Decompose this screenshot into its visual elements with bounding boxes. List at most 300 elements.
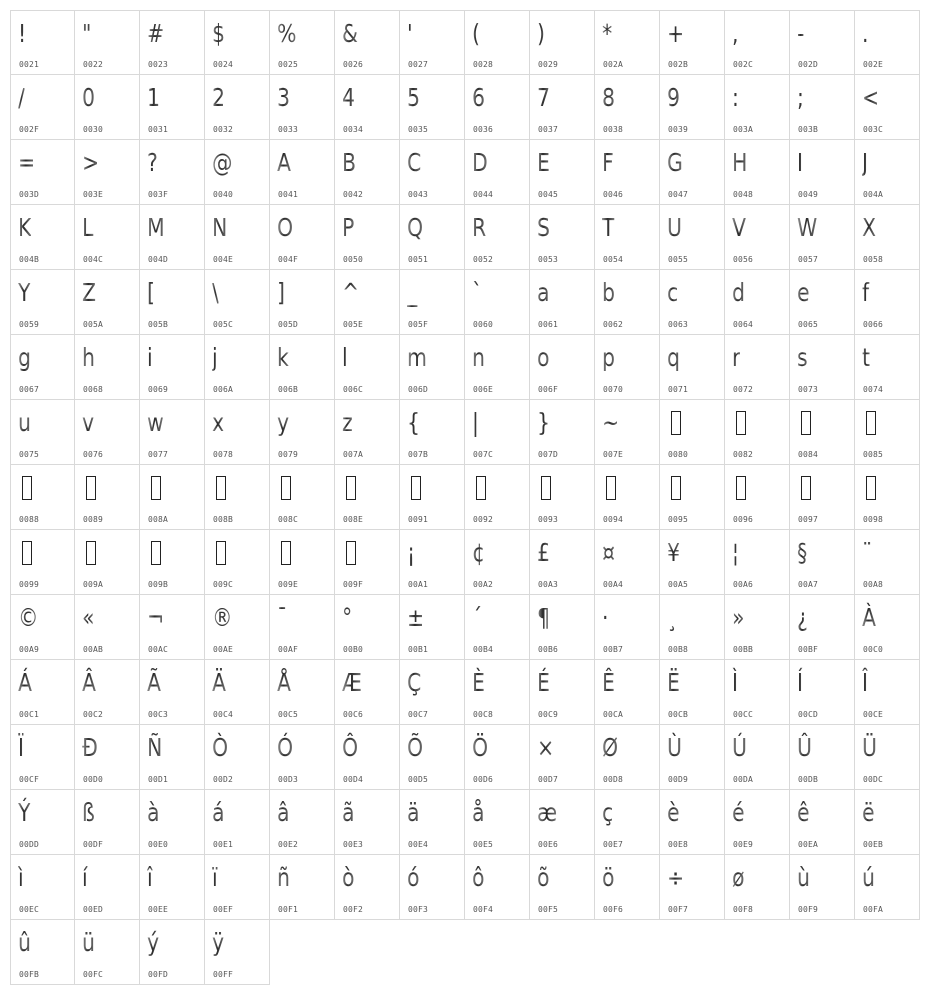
glyph-cell	[790, 270, 855, 335]
glyph-code-label: 0073	[798, 385, 819, 394]
glyph-code-label: 00ED	[83, 905, 104, 914]
glyph-char: è	[667, 796, 680, 830]
glyph-cell	[855, 335, 920, 400]
glyph-code-label: 009C	[213, 580, 234, 589]
glyph-code-label: 00F6	[603, 905, 624, 914]
glyph-code-label: 0050	[343, 255, 364, 264]
glyph-code-label: 0082	[733, 450, 754, 459]
glyph-cell	[335, 530, 400, 595]
glyph-code-label: 00F1	[278, 905, 299, 914]
glyph-char: |	[472, 406, 479, 440]
glyph-cell	[10, 10, 75, 75]
glyph-cell	[270, 530, 335, 595]
glyph-code-label: 00DC	[863, 775, 884, 784]
glyph-char: >	[82, 146, 99, 180]
glyph-cell	[270, 10, 335, 75]
glyph-code-label: 0043	[408, 190, 429, 199]
glyph-char: à	[147, 796, 160, 830]
glyph-char: 8	[602, 81, 615, 115]
glyph-code-label: 0098	[863, 515, 884, 524]
glyph-code-label: 00D1	[148, 775, 169, 784]
glyph-char: ¶	[537, 601, 550, 635]
glyph-cell	[725, 140, 790, 205]
glyph-char: Ç	[407, 666, 421, 700]
glyph-char: P	[342, 211, 354, 245]
glyph-cell	[335, 660, 400, 725]
glyph-cell	[595, 660, 660, 725]
missing-glyph-box	[281, 541, 291, 565]
glyph-cell	[790, 75, 855, 140]
glyph-code-label: 002D	[798, 60, 819, 69]
glyph-char: %	[277, 17, 296, 51]
glyph-char: ´	[472, 601, 482, 635]
glyph-code-label: 00A4	[603, 580, 624, 589]
glyph-char: 4	[342, 81, 355, 115]
glyph-char: w	[147, 406, 164, 440]
glyph-char: j	[212, 341, 218, 375]
glyph-cell	[725, 660, 790, 725]
glyph-cell	[465, 660, 530, 725]
glyph-code-label: 00EC	[19, 905, 40, 914]
glyph-char: @	[212, 146, 233, 180]
glyph-cell	[660, 790, 725, 855]
glyph-code-label: 00FD	[148, 970, 169, 979]
glyph-cell	[595, 205, 660, 270]
glyph-cell	[725, 270, 790, 335]
glyph-code-label: 002B	[668, 60, 689, 69]
glyph-char: t	[862, 341, 870, 375]
glyph-code-label: 004F	[278, 255, 299, 264]
glyph-cell	[400, 530, 465, 595]
glyph-char: Ã	[147, 666, 161, 700]
glyph-code-label: 00F3	[408, 905, 429, 914]
glyph-cell	[140, 855, 205, 920]
glyph-cell	[595, 140, 660, 205]
glyph-cell	[270, 205, 335, 270]
glyph-cell	[530, 660, 595, 725]
glyph-cell	[725, 595, 790, 660]
glyph-cell	[725, 75, 790, 140]
glyph-code-label: 0047	[668, 190, 689, 199]
glyph-char: ò	[342, 861, 355, 895]
glyph-cell	[10, 725, 75, 790]
glyph-cell	[855, 205, 920, 270]
glyph-char: E	[537, 146, 550, 180]
glyph-char: Ë	[667, 666, 680, 700]
missing-glyph-box	[346, 541, 356, 565]
glyph-code-label: 00E8	[668, 840, 689, 849]
glyph-code-label: 00E7	[603, 840, 624, 849]
glyph-code-label: 0038	[603, 125, 624, 134]
glyph-cell	[10, 400, 75, 465]
missing-glyph-box	[671, 411, 681, 435]
glyph-char: W	[797, 211, 817, 245]
glyph-char: ¥	[667, 536, 680, 570]
glyph-code-label: 0032	[213, 125, 234, 134]
glyph-cell	[660, 270, 725, 335]
glyph-code-label: 00D4	[343, 775, 364, 784]
glyph-code-label: 0034	[343, 125, 364, 134]
missing-glyph-box	[671, 476, 681, 500]
glyph-code-label: 0054	[603, 255, 624, 264]
glyph-cell	[400, 10, 465, 75]
glyph-cell	[75, 400, 140, 465]
glyph-char: M	[147, 211, 165, 245]
glyph-code-label: 0044	[473, 190, 494, 199]
glyph-cell	[530, 10, 595, 75]
missing-glyph-box	[476, 476, 486, 500]
glyph-cell	[205, 465, 270, 530]
glyph-code-label: 00E3	[343, 840, 364, 849]
glyph-cell	[855, 530, 920, 595]
glyph-char: )	[537, 17, 545, 51]
glyph-code-label: 00F9	[798, 905, 819, 914]
glyph-char: A	[277, 146, 291, 180]
glyph-cell	[595, 465, 660, 530]
glyph-code-label: 00FC	[83, 970, 104, 979]
glyph-cell	[75, 335, 140, 400]
glyph-code-label: 0061	[538, 320, 559, 329]
glyph-cell	[205, 270, 270, 335]
glyph-char: /	[18, 81, 25, 115]
glyph-cell	[465, 725, 530, 790]
glyph-code-label: 0037	[538, 125, 559, 134]
glyph-cell	[530, 725, 595, 790]
glyph-cell	[205, 790, 270, 855]
glyph-code-label: 0049	[798, 190, 819, 199]
glyph-char: Õ	[407, 731, 423, 765]
glyph-code-label: 0084	[798, 450, 819, 459]
glyph-char: ý	[147, 926, 159, 960]
glyph-cell	[725, 400, 790, 465]
glyph-cell	[10, 205, 75, 270]
glyph-cell	[75, 270, 140, 335]
glyph-char: Í	[797, 666, 803, 700]
glyph-char: C	[407, 146, 421, 180]
glyph-code-label: 0096	[733, 515, 754, 524]
glyph-cell	[10, 465, 75, 530]
glyph-char: á	[212, 796, 225, 830]
glyph-code-label: 00DB	[798, 775, 819, 784]
glyph-code-label: 00AB	[83, 645, 104, 654]
glyph-cell	[465, 270, 530, 335]
glyph-code-label: 0067	[19, 385, 40, 394]
glyph-cell	[75, 790, 140, 855]
glyph-code-label: 0031	[148, 125, 169, 134]
glyph-code-label: 008C	[278, 515, 299, 524]
glyph-code-label: 002A	[603, 60, 624, 69]
glyph-code-label: 0042	[343, 190, 364, 199]
glyph-cell	[595, 595, 660, 660]
glyph-cell	[140, 270, 205, 335]
glyph-cell	[595, 335, 660, 400]
glyph-cell	[400, 140, 465, 205]
glyph-code-label: 00CE	[863, 710, 884, 719]
glyph-code-label: 00FB	[19, 970, 40, 979]
glyph-char: í	[82, 861, 88, 895]
glyph-cell	[855, 465, 920, 530]
glyph-code-label: 0057	[798, 255, 819, 264]
glyph-char: S	[537, 211, 550, 245]
glyph-cell	[335, 335, 400, 400]
glyph-code-label: 00B6	[538, 645, 559, 654]
glyph-cell	[75, 725, 140, 790]
glyph-char: ë	[862, 796, 875, 830]
glyph-code-label: 00AC	[148, 645, 169, 654]
missing-glyph-box	[411, 476, 421, 500]
glyph-char: ÿ	[212, 926, 224, 960]
glyph-char: 1	[147, 81, 160, 115]
glyph-cell	[400, 660, 465, 725]
glyph-cell	[790, 855, 855, 920]
glyph-cell	[205, 140, 270, 205]
glyph-cell	[335, 400, 400, 465]
glyph-cell	[855, 660, 920, 725]
glyph-cell	[140, 140, 205, 205]
glyph-code-label: 00C3	[148, 710, 169, 719]
glyph-cell	[140, 10, 205, 75]
glyph-char: 2	[212, 81, 225, 115]
glyph-cell	[660, 335, 725, 400]
glyph-cell	[205, 530, 270, 595]
glyph-code-label: 00A8	[863, 580, 884, 589]
glyph-code-label: 0079	[278, 450, 299, 459]
glyph-char: ¿	[797, 601, 808, 635]
glyph-char: =	[18, 146, 35, 180]
glyph-char: À	[862, 601, 876, 635]
glyph-cell	[790, 725, 855, 790]
missing-glyph-box	[86, 541, 96, 565]
glyph-code-label: 0052	[473, 255, 494, 264]
glyph-char: $	[212, 17, 225, 51]
glyph-char: È	[472, 666, 485, 700]
glyph-code-label: 0097	[798, 515, 819, 524]
glyph-char: v	[82, 406, 94, 440]
glyph-char: Á	[18, 666, 32, 700]
glyph-char: [	[147, 276, 155, 310]
glyph-code-label: 00C7	[408, 710, 429, 719]
glyph-char: 9	[667, 81, 680, 115]
glyph-code-label: 008B	[213, 515, 234, 524]
glyph-char: ¯	[277, 601, 287, 635]
glyph-code-label: 0058	[863, 255, 884, 264]
glyph-code-label: 002E	[863, 60, 884, 69]
glyph-char: e	[797, 276, 810, 310]
glyph-char: Ä	[212, 666, 226, 700]
glyph-code-label: 0085	[863, 450, 884, 459]
glyph-code-label: 00A9	[19, 645, 40, 654]
glyph-code-label: 00A1	[408, 580, 429, 589]
glyph-cell	[465, 75, 530, 140]
glyph-code-label: 00EF	[213, 905, 234, 914]
glyph-char: Ú	[732, 731, 747, 765]
missing-glyph-box	[346, 476, 356, 500]
glyph-code-label: 00CB	[668, 710, 689, 719]
glyph-char: 7	[537, 81, 550, 115]
glyph-char: ú	[862, 861, 875, 895]
glyph-code-label: 00A2	[473, 580, 494, 589]
glyph-code-label: 0059	[19, 320, 40, 329]
glyph-code-label: 006D	[408, 385, 429, 394]
glyph-char: ñ	[277, 861, 290, 895]
glyph-code-label: 0048	[733, 190, 754, 199]
glyph-code-label: 0077	[148, 450, 169, 459]
glyph-code-label: 0035	[408, 125, 429, 134]
missing-glyph-box	[736, 476, 746, 500]
glyph-cell	[335, 790, 400, 855]
glyph-cell	[10, 855, 75, 920]
glyph-code-label: 003F	[148, 190, 169, 199]
glyph-code-label: 00E0	[148, 840, 169, 849]
glyph-code-label: 0030	[83, 125, 104, 134]
missing-glyph-box	[606, 476, 616, 500]
glyph-cell	[790, 205, 855, 270]
glyph-code-label: 007E	[603, 450, 624, 459]
glyph-cell	[10, 75, 75, 140]
glyph-cell	[335, 725, 400, 790]
glyph-code-label: 00A7	[798, 580, 819, 589]
glyph-char: <	[862, 81, 879, 115]
glyph-char: l	[342, 341, 348, 375]
glyph-code-label: 0056	[733, 255, 754, 264]
glyph-code-label: 00E2	[278, 840, 299, 849]
glyph-char: Î	[862, 666, 868, 700]
glyph-char: Ô	[342, 731, 358, 765]
glyph-code-label: 0071	[668, 385, 689, 394]
glyph-cell	[205, 400, 270, 465]
glyph-cell	[270, 660, 335, 725]
glyph-cell	[725, 10, 790, 75]
glyph-cell	[595, 10, 660, 75]
glyph-cell	[595, 725, 660, 790]
missing-glyph-box	[216, 541, 226, 565]
glyph-char: X	[862, 211, 876, 245]
glyph-char: ç	[602, 796, 613, 830]
glyph-char: °	[342, 601, 352, 635]
glyph-cell	[75, 205, 140, 270]
glyph-char: i	[147, 341, 153, 375]
glyph-char: m	[407, 341, 427, 375]
glyph-cell	[75, 75, 140, 140]
glyph-code-label: 00BB	[733, 645, 754, 654]
glyph-char: c	[667, 276, 678, 310]
glyph-code-label: 002F	[19, 125, 40, 134]
glyph-cell	[400, 400, 465, 465]
glyph-cell	[660, 75, 725, 140]
missing-glyph-box	[216, 476, 226, 500]
glyph-code-label: 00C5	[278, 710, 299, 719]
glyph-char: :	[732, 81, 739, 115]
glyph-cell	[10, 595, 75, 660]
glyph-char: h	[82, 341, 95, 375]
glyph-char: D	[472, 146, 488, 180]
glyph-char: Ê	[602, 666, 615, 700]
glyph-cell	[855, 140, 920, 205]
glyph-code-label: 0046	[603, 190, 624, 199]
glyph-code-label: 003D	[19, 190, 40, 199]
glyph-cell	[530, 400, 595, 465]
glyph-char: «	[82, 601, 95, 635]
glyph-char: Ò	[212, 731, 228, 765]
glyph-code-label: 00E5	[473, 840, 494, 849]
glyph-char: ß	[82, 796, 95, 830]
glyph-char: Å	[277, 666, 291, 700]
glyph-code-label: 005B	[148, 320, 169, 329]
glyph-char: s	[797, 341, 808, 375]
glyph-code-label: 009A	[83, 580, 104, 589]
glyph-code-label: 00E1	[213, 840, 234, 849]
glyph-cell	[205, 205, 270, 270]
glyph-char: u	[18, 406, 31, 440]
glyph-char: É	[537, 666, 550, 700]
glyph-code-label: 00E6	[538, 840, 559, 849]
glyph-code-label: 007C	[473, 450, 494, 459]
glyph-cell	[400, 855, 465, 920]
glyph-cell	[465, 10, 530, 75]
glyph-char: ^	[342, 276, 359, 310]
glyph-code-label: 0028	[473, 60, 494, 69]
glyph-cell	[465, 465, 530, 530]
glyph-cell	[140, 920, 205, 985]
glyph-cell	[270, 140, 335, 205]
glyph-cell	[465, 530, 530, 595]
glyph-cell	[270, 270, 335, 335]
glyph-cell	[270, 75, 335, 140]
glyph-code-label: 0080	[668, 450, 689, 459]
glyph-cell	[270, 725, 335, 790]
glyph-cell	[725, 855, 790, 920]
glyph-cell	[10, 660, 75, 725]
glyph-char: ù	[797, 861, 810, 895]
glyph-cell	[270, 855, 335, 920]
glyph-char: +	[667, 17, 684, 51]
glyph-char: æ	[537, 796, 557, 830]
glyph-char: ó	[407, 861, 420, 895]
glyph-cell	[855, 10, 920, 75]
glyph-cell	[660, 725, 725, 790]
glyph-cell	[140, 790, 205, 855]
glyph-cell	[400, 205, 465, 270]
glyph-code-label: 0041	[278, 190, 299, 199]
glyph-char: }	[537, 406, 550, 440]
glyph-char: ]	[277, 276, 285, 310]
glyph-char: T	[602, 211, 615, 245]
glyph-code-label: 0026	[343, 60, 364, 69]
glyph-cell	[75, 660, 140, 725]
glyph-code-label: 00A6	[733, 580, 754, 589]
glyph-code-label: 0070	[603, 385, 624, 394]
glyph-cell	[140, 400, 205, 465]
glyph-code-label: 00B0	[343, 645, 364, 654]
missing-glyph-box	[801, 411, 811, 435]
glyph-code-label: 0063	[668, 320, 689, 329]
glyph-cell	[790, 10, 855, 75]
glyph-code-label: 003B	[798, 125, 819, 134]
glyph-cell	[270, 400, 335, 465]
glyph-char: Ù	[667, 731, 682, 765]
glyph-char: 5	[407, 81, 420, 115]
glyph-char: Z	[82, 276, 96, 310]
glyph-char: 6	[472, 81, 485, 115]
glyph-cell	[400, 270, 465, 335]
glyph-char: {	[407, 406, 420, 440]
glyph-cell	[855, 270, 920, 335]
glyph-char: Ý	[18, 796, 31, 830]
glyph-code-label: 0036	[473, 125, 494, 134]
glyph-char: £	[537, 536, 550, 570]
glyph-code-label: 00B1	[408, 645, 429, 654]
missing-glyph-box	[866, 411, 876, 435]
